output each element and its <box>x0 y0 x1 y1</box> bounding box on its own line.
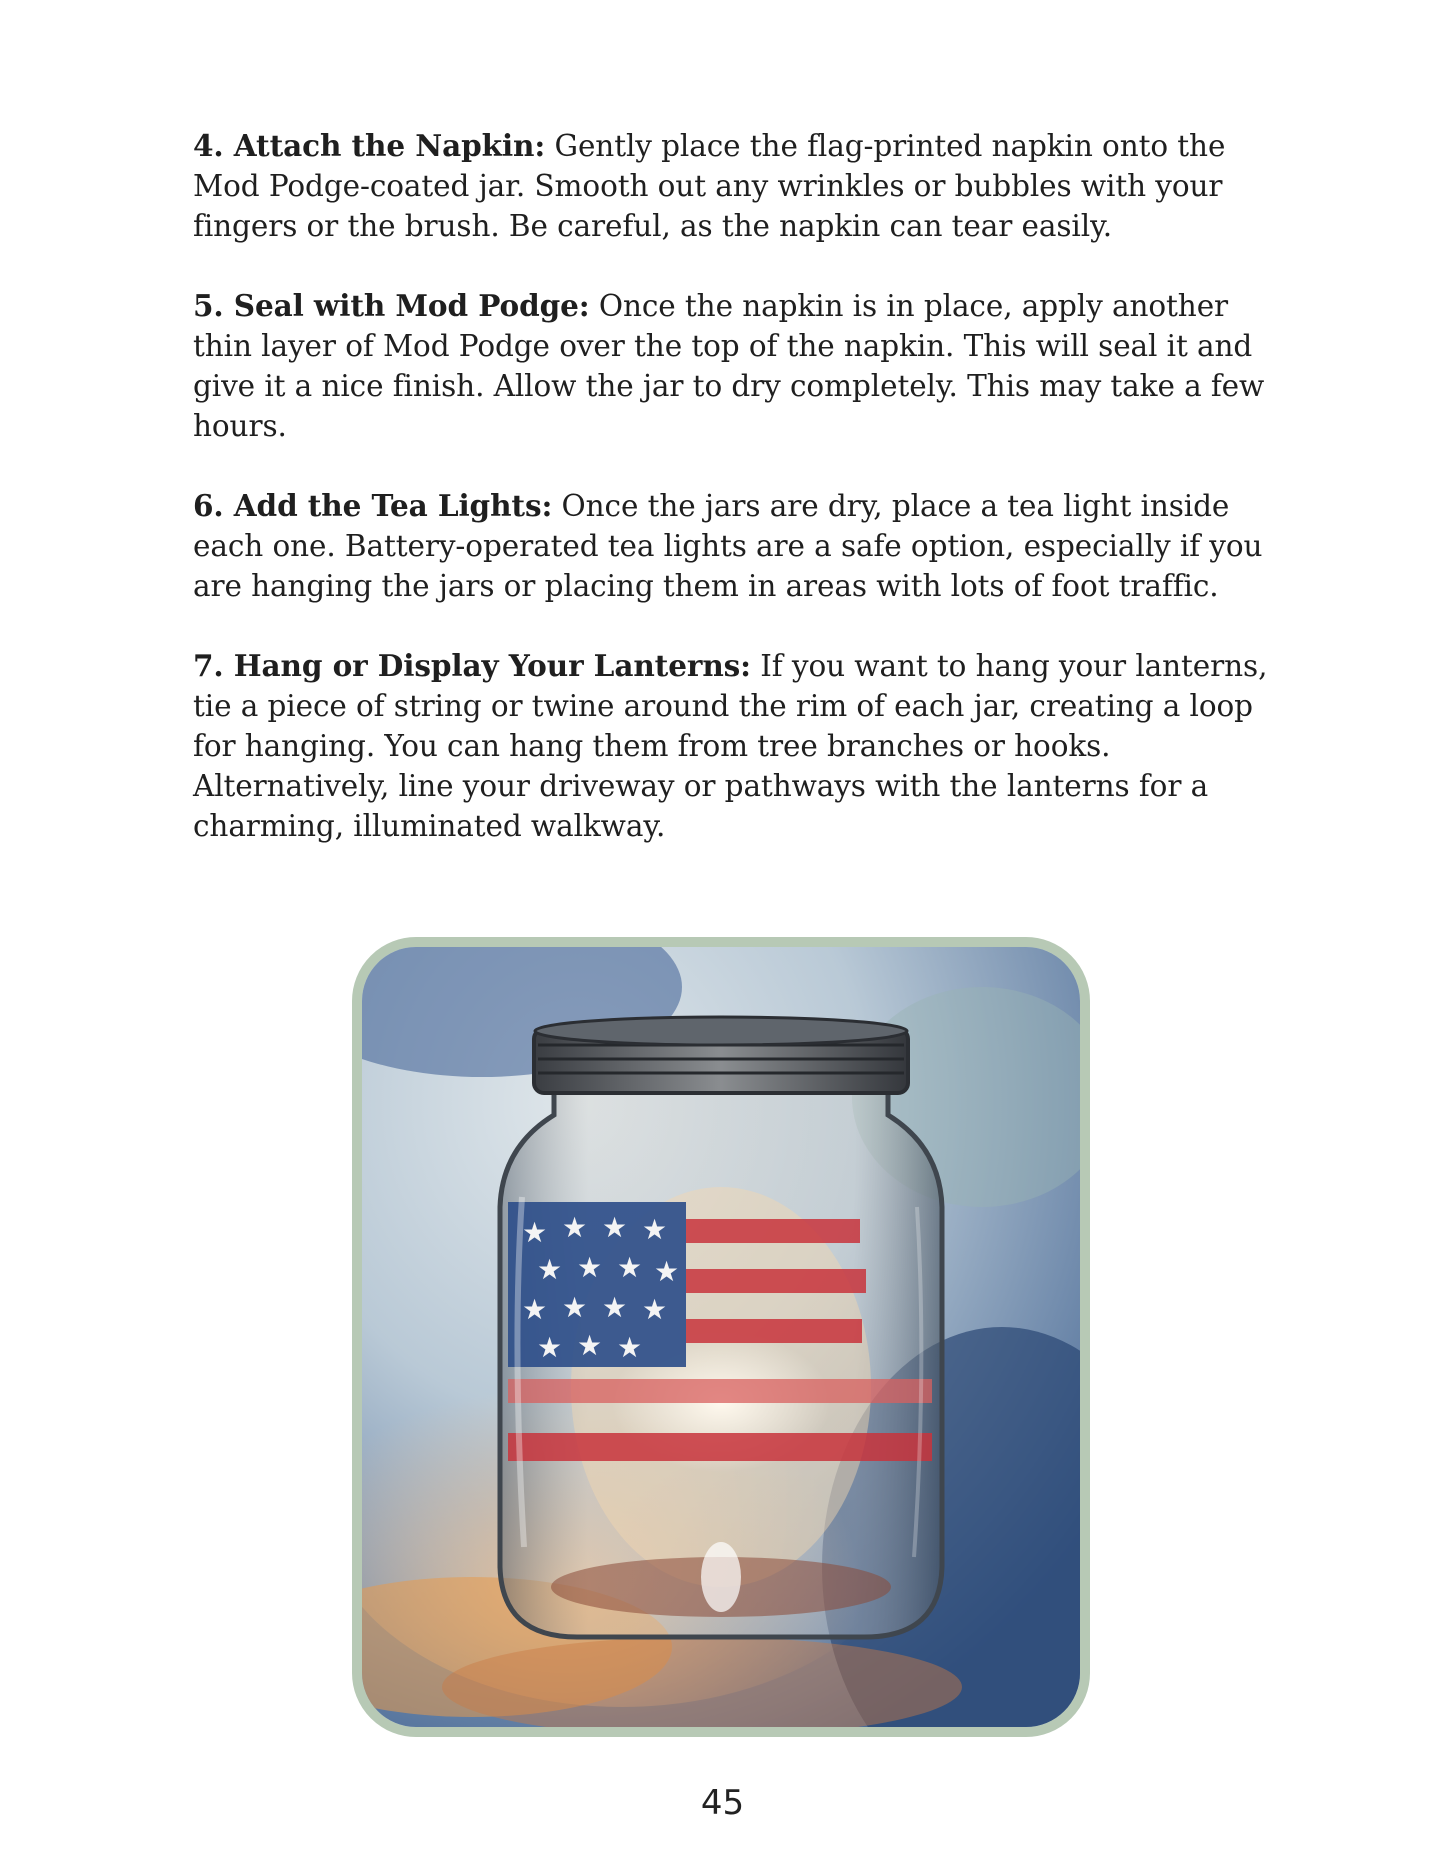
svg-text:★: ★ <box>537 1331 563 1364</box>
mason-jar-illustration <box>352 937 1090 1737</box>
svg-text:★: ★ <box>537 1253 563 1286</box>
svg-text:★: ★ <box>562 1211 588 1244</box>
svg-text:★: ★ <box>617 1251 643 1284</box>
step-6-text: Once the jars are dry, place a tea light inside each one. Battery-operated tea lights are a safe option, especially if you are hanging the jars or placing them in areas with lots of foot traffic. <box>193 489 1263 603</box>
step-6-title: 6. Add the Tea Lights: <box>193 488 553 523</box>
svg-text:★: ★ <box>522 1293 548 1326</box>
step-6 <box>193 486 1273 606</box>
step-4 <box>193 126 1273 246</box>
step-7 <box>193 646 1273 846</box>
step-7-title: 7. Hang or Display Your Lanterns: <box>193 648 751 683</box>
step-5-title: 5. Seal with Mod Podge: <box>193 288 590 323</box>
step-7-text: If you want to hang your lanterns, tie a piece of string or twine around the rim of each jar, creating a loop for hanging. You can hang them from tree branches or hooks. Alternatively, line your driveway or pathways with the lanterns for a charming, illuminated walkway. <box>193 649 1268 843</box>
svg-text:★: ★ <box>642 1213 668 1246</box>
svg-text:★: ★ <box>577 1251 603 1284</box>
svg-text:★: ★ <box>602 1211 628 1244</box>
step-4-text: Gently place the flag-printed napkin onto the Mod Podge-coated jar. Smooth out any wrinkles or bubbles with your fingers or the brush. Be careful, as the napkin can tear easily. <box>193 129 1226 243</box>
svg-text:★: ★ <box>654 1255 680 1288</box>
svg-text:★: ★ <box>577 1329 603 1362</box>
mason-jar-flag-icon <box>362 947 1080 1727</box>
step-5-text: Once the napkin is in place, apply another thin layer of Mod Podge over the top of the napkin. This will seal it and give it a nice finish. Allow the jar to dry completely. This may take a few hours. <box>193 289 1265 443</box>
page-number: 45 <box>700 1783 745 1823</box>
svg-text:★: ★ <box>617 1331 643 1364</box>
step-5 <box>193 286 1273 446</box>
instructions-section <box>193 126 1273 886</box>
svg-text:★: ★ <box>522 1216 548 1249</box>
svg-text:★: ★ <box>642 1293 668 1326</box>
svg-text:★: ★ <box>562 1291 588 1324</box>
svg-text:★: ★ <box>602 1291 628 1324</box>
step-4-title: 4. Attach the Napkin: <box>193 128 546 163</box>
